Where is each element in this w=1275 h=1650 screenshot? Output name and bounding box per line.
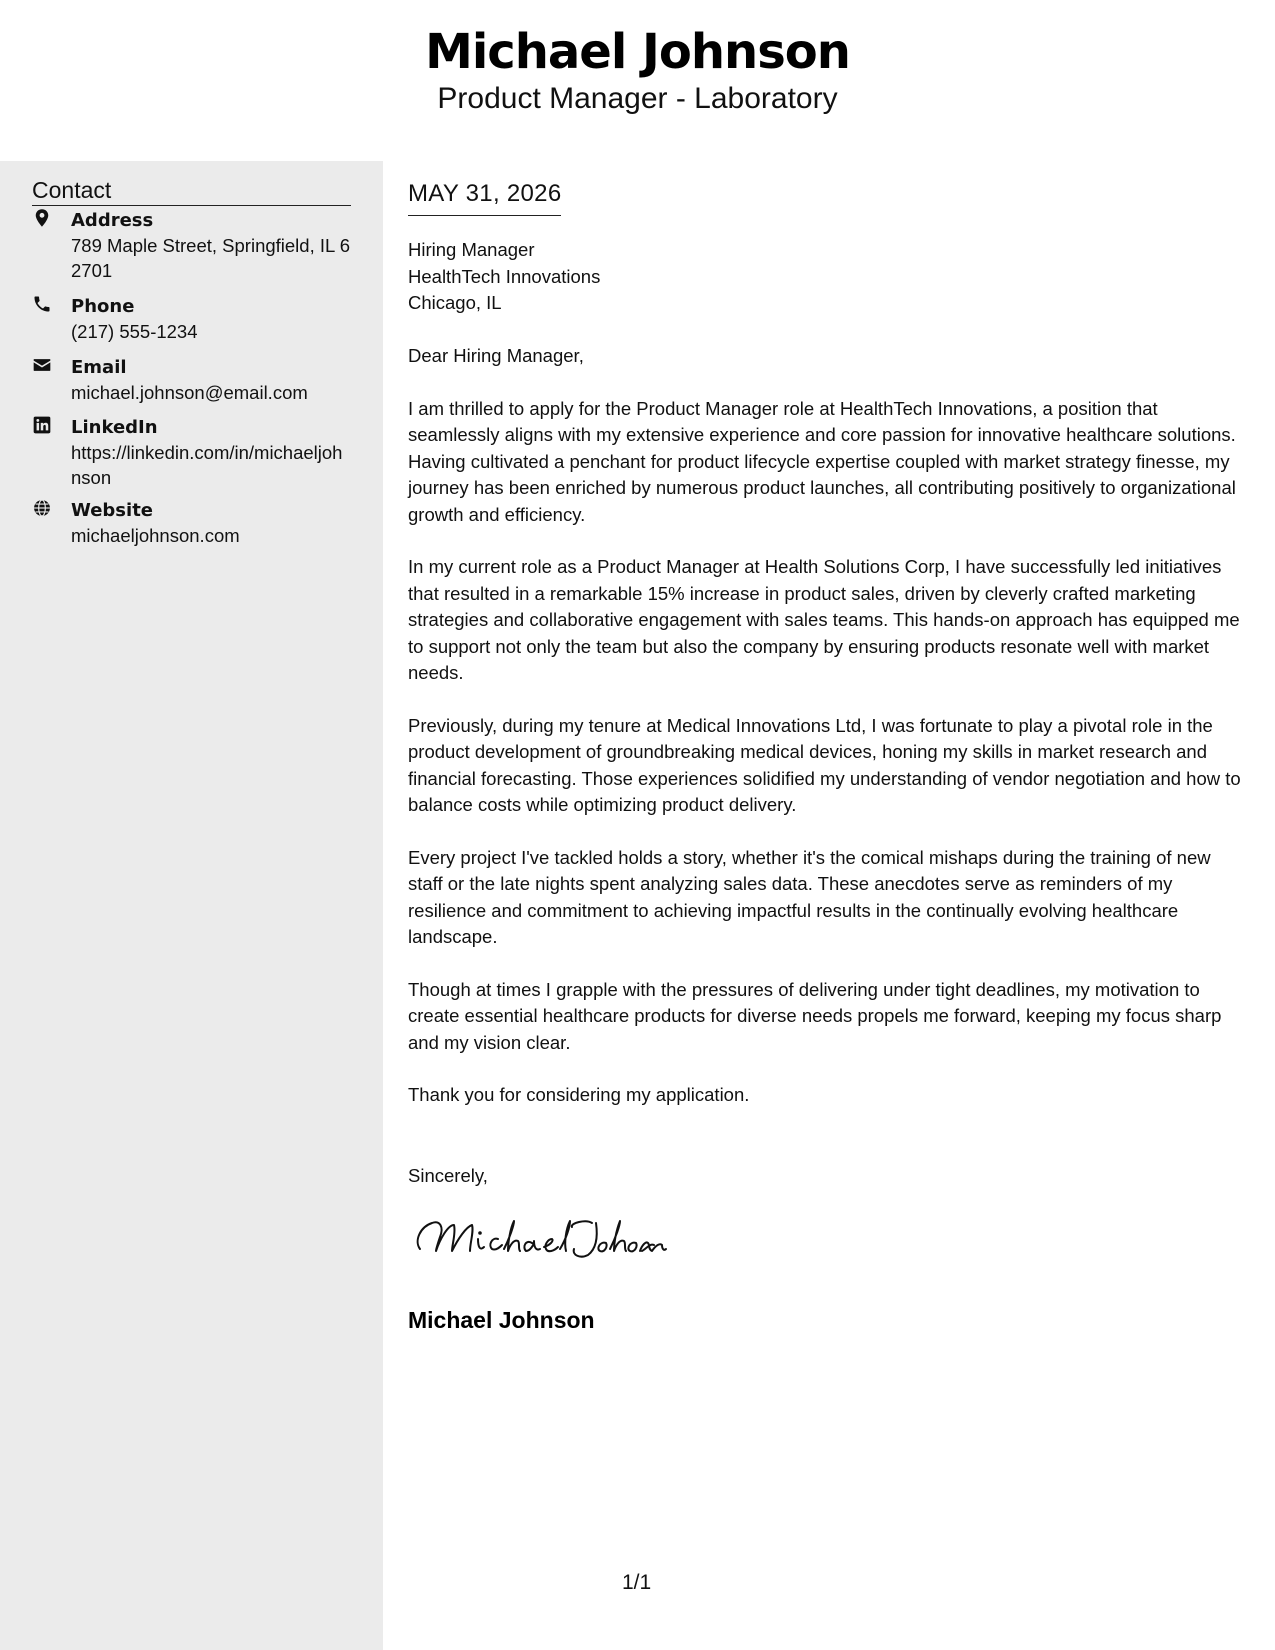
letter-paragraphs	[408, 396, 1243, 1135]
address-label: Address	[71, 210, 154, 231]
paragraph: Though at times I grapple with the pressures of delivering under tight deadlines, my motivation to create essential healthcare products for diverse needs propels me forward, keeping my focus sharp and my vision clear.	[408, 978, 1222, 1053]
contact-heading: Contact	[32, 175, 351, 206]
phone-icon	[32, 294, 56, 318]
paragraph: I am thrilled to apply for the Product Manager role at HealthTech Innovations, a position that seamlessly aligns with my extensive experience and core passion for innovative healthcare solutions. Having cultivated a penchant for product lifecycle expertise coupled with market strategy finesse, my journey has been enriched by numerous product launches, all contributing positively to organizational growth and efficiency.	[408, 398, 1236, 525]
recipient-company: HealthTech Innovations	[408, 265, 601, 287]
paragraph: Every project I've tackled holds a story, whether it's the comical mishaps during the training of new staff or the late nights spent analyzing sales data. These anecdotes serve as reminders of my resilience and commitment to achieving impactful results in the continually evolving healthcare landscape.	[408, 846, 1211, 948]
job-title: Product Manager - Laboratory	[437, 82, 838, 115]
contact-sidebar	[0, 161, 383, 1650]
linkedin-icon	[32, 415, 56, 439]
handwritten-signature	[410, 1209, 670, 1263]
letter-date: MAY 31, 2026	[408, 179, 561, 216]
signed-name: Michael Johnson	[408, 1307, 595, 1333]
website-label: Website	[71, 500, 154, 521]
linkedin-label: LinkedIn	[71, 417, 158, 438]
page-number: 1/1	[622, 1571, 652, 1594]
paragraph: Previously, during my tenure at Medical Innovations Ltd, I was fortunate to play a pivotal role in the product development of groundbreaking medical devices, honing my skills in market research and financial forecasting. Those experiences solidified my understanding of vendor negotiation and how to balance costs while optimizing product delivery.	[408, 714, 1241, 816]
globe-icon	[32, 498, 56, 522]
recipient-location: Chicago, IL	[408, 292, 502, 313]
page-header	[0, 0, 1275, 161]
website-value: michaeljohnson.com	[71, 525, 240, 546]
paragraph: In my current role as a Product Manager at Health Solutions Corp, I have successfully led initiatives that resulted in a remarkable 15% increase in product sales, driven by cleverly crafted marketing strategies and collaborative engagement with sales teams. This hands-on approach has equipped me to support not only the team but also the company by ensuring products resonate well with market needs.	[408, 556, 1240, 684]
address-value: 789 Maple Street, Springfield, IL 62701	[71, 235, 351, 281]
phone-label: Phone	[71, 296, 135, 317]
location-pin-icon	[32, 208, 56, 232]
linkedin-value: https://linkedin.com/in/michaeljohnson	[71, 442, 343, 488]
email-label: Email	[71, 357, 127, 378]
recipient-block	[408, 237, 600, 317]
recipient-name: Hiring Manager	[408, 239, 535, 260]
email-value: michael.johnson@email.com	[71, 382, 308, 403]
closing: Sincerely,	[408, 1165, 488, 1186]
salutation: Dear Hiring Manager,	[408, 345, 584, 366]
applicant-name: Michael Johnson	[425, 24, 850, 80]
envelope-icon	[32, 355, 56, 379]
phone-value: (217) 555-1234	[71, 321, 198, 342]
paragraph: Thank you for considering my application.	[408, 1084, 750, 1106]
